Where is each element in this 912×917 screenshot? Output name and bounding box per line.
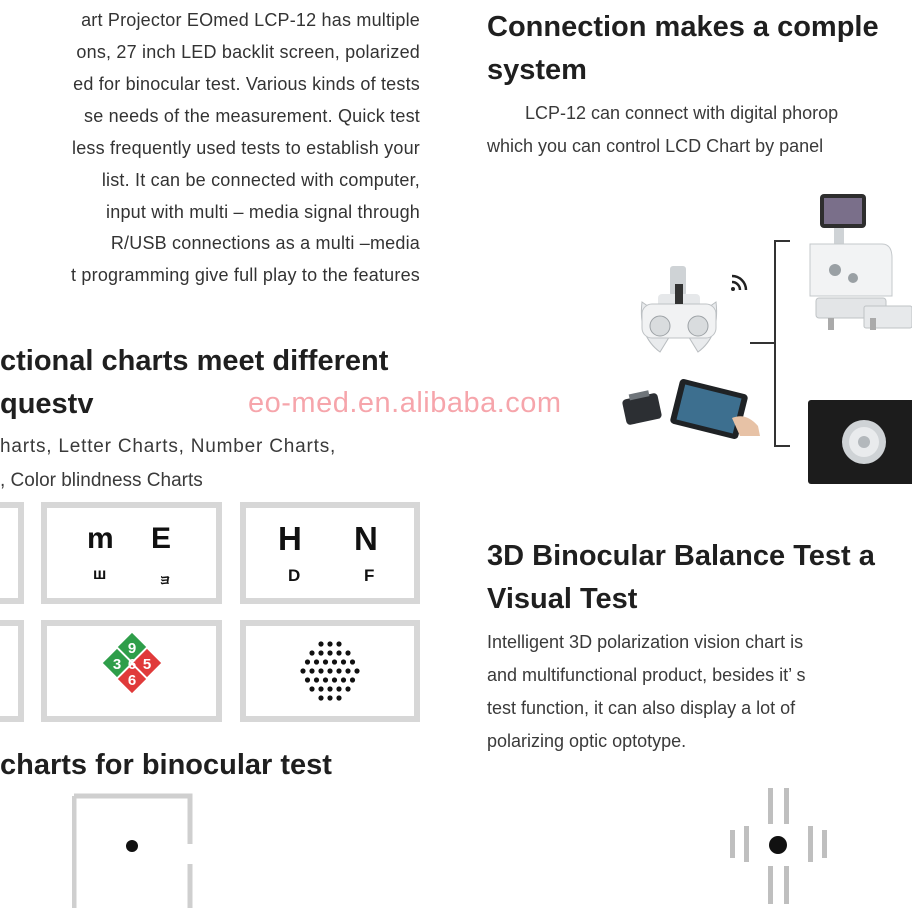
dot <box>309 650 314 655</box>
dot <box>309 686 314 691</box>
dot <box>323 677 328 682</box>
dot <box>327 695 332 700</box>
phoropter-illustration <box>641 266 716 352</box>
e-optotype-small: ョ <box>157 571 174 588</box>
dot <box>336 650 341 655</box>
dot <box>332 659 337 664</box>
color-number: 6 <box>127 656 137 673</box>
dot <box>300 668 305 673</box>
dot <box>327 668 332 673</box>
chart-tile-partial <box>0 502 24 604</box>
balance-test-heading: 3D Binocular Balance Test a <box>487 540 875 572</box>
balance-body-line: and multifunctional product, besides it’ s <box>487 665 806 685</box>
dot <box>336 641 341 646</box>
dot <box>327 650 332 655</box>
e-optotype: E <box>151 522 172 555</box>
dot <box>327 641 332 646</box>
color-number-diamond <box>47 626 216 716</box>
dot <box>341 659 346 664</box>
e-optotype-small: ш <box>93 566 107 583</box>
dot <box>314 659 319 664</box>
dot <box>345 686 350 691</box>
color-chart-tile <box>41 620 222 722</box>
intro-line: art Projector EOmed LCP-12 has multiple <box>81 10 420 30</box>
intro-line: ed for binocular test. Various kinds of tests <box>73 74 420 94</box>
balance-body-line: test function, it can also display a lot of <box>487 698 796 718</box>
dot <box>314 677 319 682</box>
dot <box>318 641 323 646</box>
functional-charts-heading: ctional charts meet different <box>0 345 389 377</box>
connector-bracket <box>775 241 790 446</box>
wifi-icon <box>731 276 746 291</box>
intro-line: input with multi – media signal through <box>106 202 420 222</box>
balance-body-line: Intelligent 3D polarization vision chart is <box>487 632 804 652</box>
tablet-illustration <box>669 378 760 440</box>
chart-list-line: , Color blindness Charts <box>0 470 203 491</box>
connection-heading: Connection makes a comple <box>487 11 879 43</box>
chart-tile-partial <box>0 620 24 722</box>
auto-refractor-illustration <box>810 194 912 330</box>
dot <box>305 659 310 664</box>
dot <box>318 668 323 673</box>
connection-body-line: which you can control LCD Chart by panel <box>487 136 824 156</box>
dot <box>336 686 341 691</box>
intro-line: less frequently used tests to establish your <box>72 138 420 158</box>
connection-body-line: LCP-12 can connect with digital phorop <box>525 103 839 123</box>
intro-line: R/USB connections as a multi –media <box>110 233 420 253</box>
dot <box>327 686 332 691</box>
intro-line: t programming give full play to the features <box>71 265 420 285</box>
dot <box>318 695 323 700</box>
connection-diagram <box>620 186 912 486</box>
balance-body-line: polarizing optic optotype. <box>487 731 687 751</box>
dot <box>341 677 346 682</box>
dot <box>318 650 323 655</box>
dot <box>350 659 355 664</box>
intro-line: se needs of the measurement. Quick test <box>84 106 420 126</box>
color-number: 9 <box>127 640 137 657</box>
watermark-text: eo-med.en.alibaba.com <box>248 387 562 419</box>
lcd-chart-illustration <box>808 400 912 484</box>
dot <box>345 668 350 673</box>
dot <box>305 677 310 682</box>
fixation-bar-target <box>724 786 834 908</box>
dot <box>350 677 355 682</box>
e-chart-tile <box>41 502 222 604</box>
binocular-charts-heading: charts for binocular test <box>0 749 332 781</box>
connection-heading-line2: system <box>487 54 587 86</box>
balance-test-heading-line2: Visual Test <box>487 583 638 615</box>
letter-optotype-small: F <box>364 566 375 585</box>
color-number: 3 <box>112 656 122 673</box>
intro-line: ons, 27 inch LED backlit screen, polarized <box>76 42 420 62</box>
dot <box>332 677 337 682</box>
dot <box>323 659 328 664</box>
binocular-target-frame <box>72 790 190 905</box>
dot <box>318 686 323 691</box>
color-number: 5 <box>142 656 152 673</box>
intro-line: list. It can be connected with computer, <box>101 170 420 190</box>
letter-chart-tile <box>240 502 420 604</box>
functional-charts-heading-line2: questv <box>0 388 94 420</box>
dot <box>336 695 341 700</box>
dot-pattern <box>246 626 414 716</box>
letter-optotype-small: D <box>288 566 301 585</box>
dot <box>309 668 314 673</box>
color-number: 6 <box>127 672 137 689</box>
e-optotype: m <box>87 522 114 555</box>
printer-illustration <box>622 390 663 425</box>
letter-optotype: N <box>354 520 378 557</box>
chart-list-line: harts, Letter Charts, Number Charts, <box>0 436 337 457</box>
dot-chart-tile <box>240 620 420 722</box>
dot <box>345 650 350 655</box>
dot <box>336 668 341 673</box>
dot <box>354 668 359 673</box>
letter-optotype: H <box>278 520 302 557</box>
